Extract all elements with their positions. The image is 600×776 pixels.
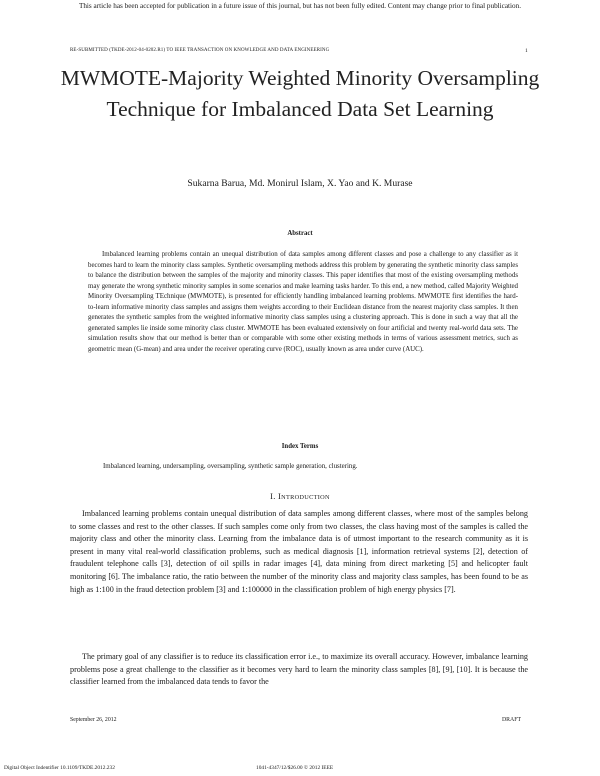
abstract-text: Imbalanced learning problems contain an unequal distribution of data samples among different classes and pose a challenge to any classifier as it becomes hard to learn the minority class samples. Synthetic oversampling methods address this problem by generating the synthetic minority class samples to balance the distribution between the samples of the majority and minority classes. This paper identifies that most of the existing oversampling methods may generate the wrong synthetic minority samples in some scenarios and make learning tasks harder. To this end, a new method, called Majority Weighted Minority Oversampling TEchnique (MWMOTE), is presented for efficiently handling imbalanced learning problems. MWMOTE first identifies the hard-to-learn informative minority class samples and assigns them weights according to their Euclidean distance from the nearest majority class samples. It then generates the synthetic samples from the weighted informative minority class samples using a clustering approach. This is done in such a way that all the generated samples lie inside some minority class cluster. MWMOTE has been evaluated extensively on four artificial and twenty real-world data sets. The simulation results show that our method is better than or comparable with some other existing methods in terms of various assessment metrics, such as geometric mean (G-mean) and area under the receiver operating curve (ROC), usually known as area under curve (AUC). bbox=[88, 251, 518, 353]
abstract-heading: Abstract bbox=[287, 230, 313, 237]
section-initial: I bbox=[278, 492, 282, 501]
footer-draft-label: DRAFT bbox=[502, 717, 522, 723]
paper-title: MWMOTE-Majority Weighted Minority Oversampling Technique for Imbalanced Data Set Learning bbox=[60, 66, 540, 121]
footer-date: September 26, 2012 bbox=[70, 717, 117, 723]
page-number: 1 bbox=[525, 48, 528, 54]
publication-notice: This article has been accepted for publication in a future issue of this journal, but has not been fully edited. Content may change prior to final publication. bbox=[78, 2, 522, 10]
intro-paragraph-2: The primary goal of any classifier is to reduce its classification error i.e., to maximize its overall accuracy. However, imbalance learning problems pose a great challenge to the classifier as it becomes very hard to learn the minority class samples [8], [9], [10]. It is because the classifier learned from the imbalanced data tends to favor the bbox=[70, 652, 528, 687]
index-terms-text: Imbalanced learning, undersampling, oversampling, synthetic sample generation, clustering. bbox=[103, 463, 358, 470]
author-list: Sukarna Barua, Md. Monirul Islam, X. Yao and K. Murase bbox=[187, 178, 413, 189]
section-numeral: I. bbox=[270, 492, 276, 501]
doi-line: Digital Object Indentifier 10.1109/TKDE.2012.232 bbox=[4, 765, 115, 771]
introduction-heading bbox=[0, 492, 600, 501]
intro-paragraph-1: Imbalanced learning problems contain unequal distribution of data samples among different classes, where most of the samples belong to some classes and rest to the other classes. If such samples come only from two classes, the class having most of the samples is called the majority class and other the minority class. Learning from the imbalance data is of utmost important to the research community as it is present in many vital real-world classification problems, such as medical diagnosis [1], information retrieval systems [2], detection of fraudulent telephone calls [3], detection of oil spills in radar images [4], data mining from direct marketing [5] and helicopter fault monitoring [6]. The imbalance ratio, the ratio between the number of the minority class and majority class samples, has been found to be as high as 1:100 in the fraud detection problem [3] and 1:100000 in the classification problem of high energy physics [7]. bbox=[70, 509, 528, 594]
running-header: RE-SUBMITTED (TKDE-2012-04-0202.R1) TO IEEE TRANSACTION ON KNOWLEDGE AND DATA ENGINEERING bbox=[70, 48, 330, 53]
section-title-rest: NTRODUCTION bbox=[281, 494, 330, 501]
copyright-line: 1041-4347/12/$26.00 © 2012 IEEE bbox=[256, 765, 334, 771]
index-terms-heading: Index Terms bbox=[281, 443, 319, 450]
